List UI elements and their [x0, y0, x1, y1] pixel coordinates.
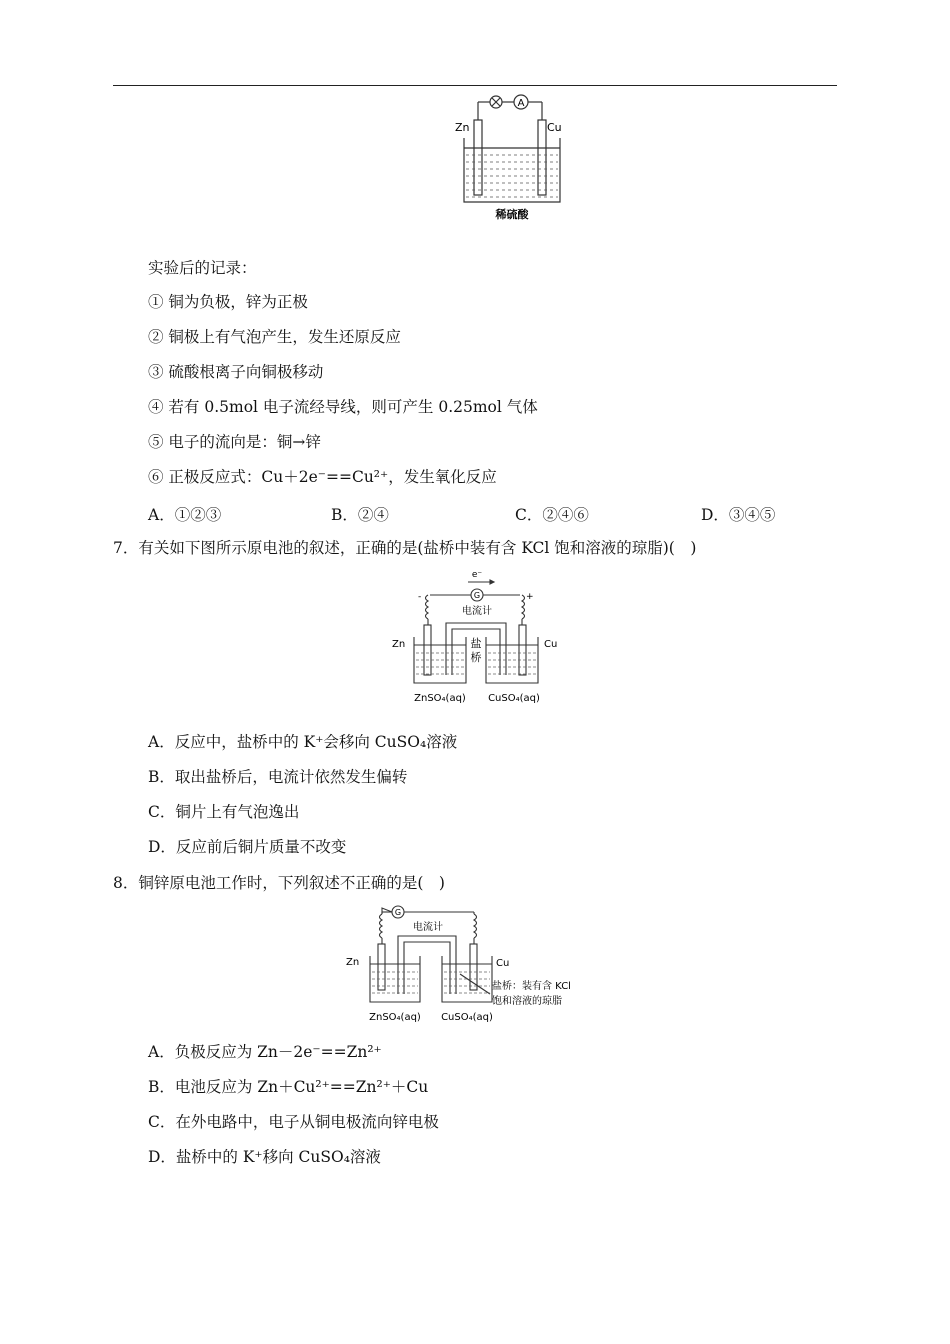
zn-label: Zn: [346, 957, 360, 968]
electron-label: e⁻: [471, 570, 483, 580]
zn-label: Zn: [455, 121, 470, 134]
meter-label: 电流计: [413, 922, 443, 933]
figure-salt-bridge-q7: [388, 565, 573, 710]
q7-option-a[interactable]: A．反应中，盐桥中的 K⁺会移向 CuSO₄溶液: [148, 733, 458, 751]
ammeter-label: A: [517, 98, 525, 109]
right-solution-label: CuSO₄(aq): [441, 1012, 493, 1023]
plus-label: +: [526, 592, 534, 602]
record-item: ⑥ 正极反应式：Cu＋2e⁻==Cu²⁺，发生氧化反应: [148, 468, 497, 486]
q8-stem: 8．铜锌原电池工作时，下列叙述不正确的是( ): [113, 874, 445, 892]
meter-label: 电流计: [462, 606, 492, 617]
option-d[interactable]: D．③④⑤: [701, 506, 776, 524]
bridge-note-1: 盐桥：装有含 KCl: [492, 981, 571, 992]
q7-stem: 7．有关如下图所示原电池的叙述，正确的是(盐桥中装有含 KCl 饱和溶液的琼脂)( ): [113, 539, 697, 557]
minus-label: -: [418, 592, 422, 602]
q7-option-c[interactable]: C．铜片上有气泡逸出: [148, 803, 300, 821]
bridge-label-2: 桥: [470, 651, 482, 664]
record-item: ② 铜极上有气泡产生，发生还原反应: [148, 328, 401, 346]
bridge-note-2: 饱和溶液的琼脂: [492, 996, 562, 1007]
record-item: ① 铜为负极，锌为正极: [148, 293, 308, 311]
record-item: ③ 硫酸根离子向铜极移动: [148, 363, 324, 381]
bridge-label-1: 盐: [470, 637, 482, 650]
left-solution-label: ZnSO₄(aq): [414, 693, 466, 704]
q8-option-d[interactable]: D．盐桥中的 K⁺移向 CuSO₄溶液: [148, 1148, 381, 1166]
figure-salt-bridge-q8: [340, 900, 605, 1030]
q7-option-b[interactable]: B．取出盐桥后，电流计依然发生偏转: [148, 768, 408, 786]
galvanometer-label: G: [473, 591, 481, 600]
cu-label: Cu: [496, 958, 510, 969]
cu-label: Cu: [544, 639, 558, 650]
q8-option-a[interactable]: A．负极反应为 Zn－2e⁻==Zn²⁺: [148, 1043, 382, 1061]
q8-option-b[interactable]: B．电池反应为 Zn＋Cu²⁺==Zn²⁺＋Cu: [148, 1078, 429, 1096]
acid-caption: 稀硫酸: [495, 208, 529, 221]
option-a[interactable]: A．①②③: [148, 506, 222, 524]
option-c[interactable]: C．②④⑥: [515, 506, 589, 524]
q8-option-c[interactable]: C．在外电路中，电子从铜电极流向锌电极: [148, 1113, 439, 1131]
cu-label: Cu: [547, 121, 562, 134]
galvanometer-label: G: [394, 908, 402, 917]
records-title: 实验后的记录：: [148, 259, 257, 277]
record-item: ⑤ 电子的流向是：铜→锌: [148, 433, 321, 451]
record-item: ④ 若有 0.5mol 电子流经导线，则可产生 0.25mol 气体: [148, 398, 538, 416]
right-solution-label: CuSO₄(aq): [488, 693, 540, 704]
figure-zn-cu-acid: [450, 90, 580, 225]
left-solution-label: ZnSO₄(aq): [369, 1012, 421, 1023]
option-b[interactable]: B．②④: [331, 506, 389, 524]
zn-label: Zn: [392, 639, 406, 650]
header-rule: [113, 85, 837, 86]
q7-option-d[interactable]: D．反应前后铜片质量不改变: [148, 838, 347, 856]
